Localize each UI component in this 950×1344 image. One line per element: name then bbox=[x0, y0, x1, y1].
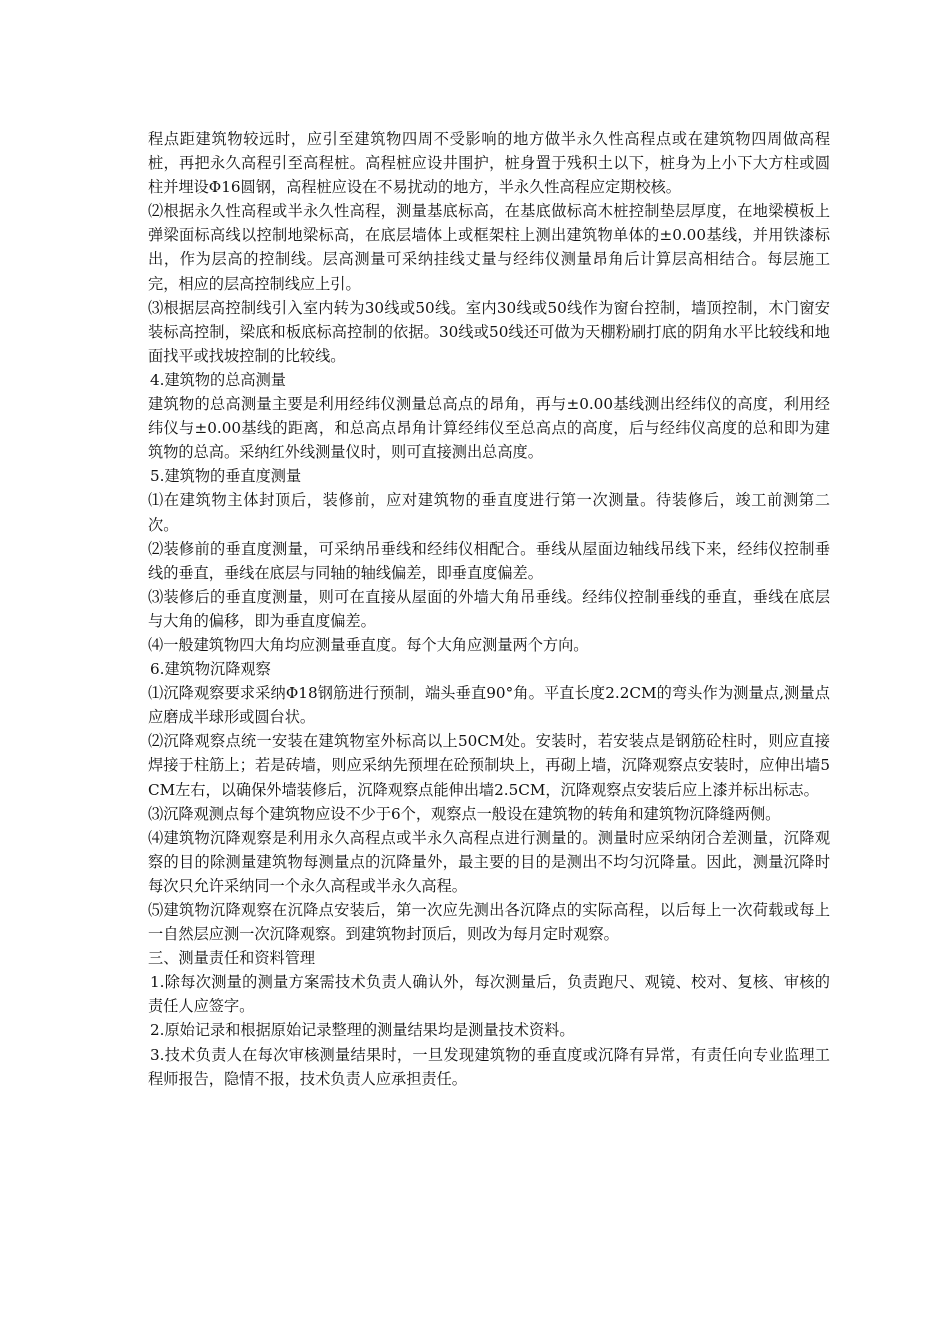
section-heading-responsibility: 三、测量责任和资料管理 bbox=[148, 949, 316, 968]
paragraph-settlement-3: ⑶沉降观测点每个建筑物应设不少于6个，观察点一般设在建筑物的转角和建筑物沉降缝两侧。 bbox=[148, 804, 781, 823]
paragraph-verticality-3: ⑶装修后的垂直度测量，则可在直接从屋面的外墙大角吊垂线。经纬仪控制垂线的垂直，垂线在底层与大角的偏移，即为垂直度偏差。 bbox=[148, 587, 830, 630]
paragraph-responsibility-3: 3.技术负责人在每次审核测量结果时，一旦发现建筑物的垂直度或沉降有异常，有责任向专业监理工程师报告，隐情不报，技术负责人应承担责任。 bbox=[148, 1045, 830, 1088]
paragraph-verticality-4: ⑷一般建筑物四大角均应测量垂直度。每个大角应测量两个方向。 bbox=[148, 635, 589, 654]
paragraph-settlement-1: ⑴沉降观察要求采纳Φ18钢筋进行预制，端头垂直90°角。平直长度2.2CM的弯头作为测量点,测量点应磨成半球形或圆台状。 bbox=[148, 684, 830, 727]
paragraph-elevation-pile: 程点距建筑物较远时，应引至建筑物四周不受影响的地方做半永久性高程点或在建筑物四周做高程桩，再把永久高程引至高程桩。高程桩应设井围护，桩身置于残积土以下，桩身为上小下大方柱或圆柱并埋设Φ16圆钢，高程桩应设在不易扰动的地方，半永久性高程应定期校核。 bbox=[148, 130, 830, 197]
paragraph-floor-control-line: ⑶根据层高控制线引入室内转为30线或50线。室内30线或50线作为窗台控制，墙顶控制，木门窗安装标高控制，梁底和板底标高控制的依据。30线或50线还可做为天棚粉刷打底的阴角水平比较线和地面找平或找坡控制的比较线。 bbox=[148, 298, 830, 365]
section-heading-verticality: 5.建筑物的垂直度测量 bbox=[150, 467, 302, 486]
paragraph-verticality-2: ⑵装修前的垂直度测量，可采纳吊垂线和经纬仪相配合。垂线从屋面边轴线吊线下来，经纬仪控制垂线的垂直，垂线在底层与同轴的轴线偏差，即垂直度偏差。 bbox=[148, 539, 830, 582]
paragraph-responsibility-2: 2.原始记录和根据原始记录整理的测量结果均是测量技术资料。 bbox=[150, 1021, 575, 1040]
paragraph-base-elevation: ⑵根据永久性高程或半永久性高程，测量基底标高，在基底做标高木桩控制垫层厚度，在地梁模板上弹梁面标高线以控制地梁标高，在底层墙体上或框架柱上测出建筑物单体的±0.00基线，并用铁漆标出，作为层高的控制线。层高测量可采纳挂线丈量与经纬仪测量昂角后计算层高相结合。每层施工完，相应的层高控制线应上引。 bbox=[148, 202, 830, 293]
paragraph-settlement-5: ⑸建筑物沉降观察在沉降点安装后，第一次应先测出各沉降点的实际高程，以后每上一次荷载或每上一自然层应测一次沉降观察。到建筑物封顶后，则改为每月定时观察。 bbox=[148, 901, 830, 944]
paragraph-settlement-2: ⑵沉降观察点统一安装在建筑物室外标高以上50CM处。安装时，若安装点是钢筋砼柱时，则应直接焊接于柱筋上；若是砖墙，则应采纳先预埋在砼预制块上，再砌上墙，沉降观察点安装时，应伸出墙5CM左右，以确保外墙装修后，沉降观察点能伸出墙2.5CM，沉降观察点安装后应上漆并标出标志。 bbox=[148, 732, 830, 799]
document-body bbox=[148, 127, 830, 1091]
section-heading-settlement: 6.建筑物沉降观察 bbox=[150, 660, 271, 679]
paragraph-settlement-4: ⑷建筑物沉降观察是利用永久高程点或半永久高程点进行测量的。测量时应采纳闭合差测量，沉降观察的目的除测量建筑物每测量点的沉降量外，最主要的目的是测出不均匀沉降量。因此，测量沉降时每次只允许采纳同一个永久高程或半永久高程。 bbox=[148, 828, 830, 895]
paragraph-verticality-1: ⑴在建筑物主体封顶后，装修前，应对建筑物的垂直度进行第一次测量。待装修后，竣工前测第二次。 bbox=[148, 491, 830, 534]
section-heading-total-height: 4.建筑物的总高测量 bbox=[150, 370, 286, 389]
paragraph-total-height: 建筑物的总高测量主要是利用经纬仪测量总高点的昂角，再与±0.00基线测出经纬仪的高度，利用经纬仪与±0.00基线的距离，和总高点昂角计算经纬仪至总高点的高度，后与经纬仪高度的总和即为建筑物的总高。采纳红外线测量仪时，则可直接测出总高度。 bbox=[148, 395, 830, 462]
paragraph-responsibility-1: 1.除每次测量的测量方案需技术负责人确认外，每次测量后，负责跑尺、观镜、校对、复核、审核的责任人应签字。 bbox=[148, 973, 830, 1016]
